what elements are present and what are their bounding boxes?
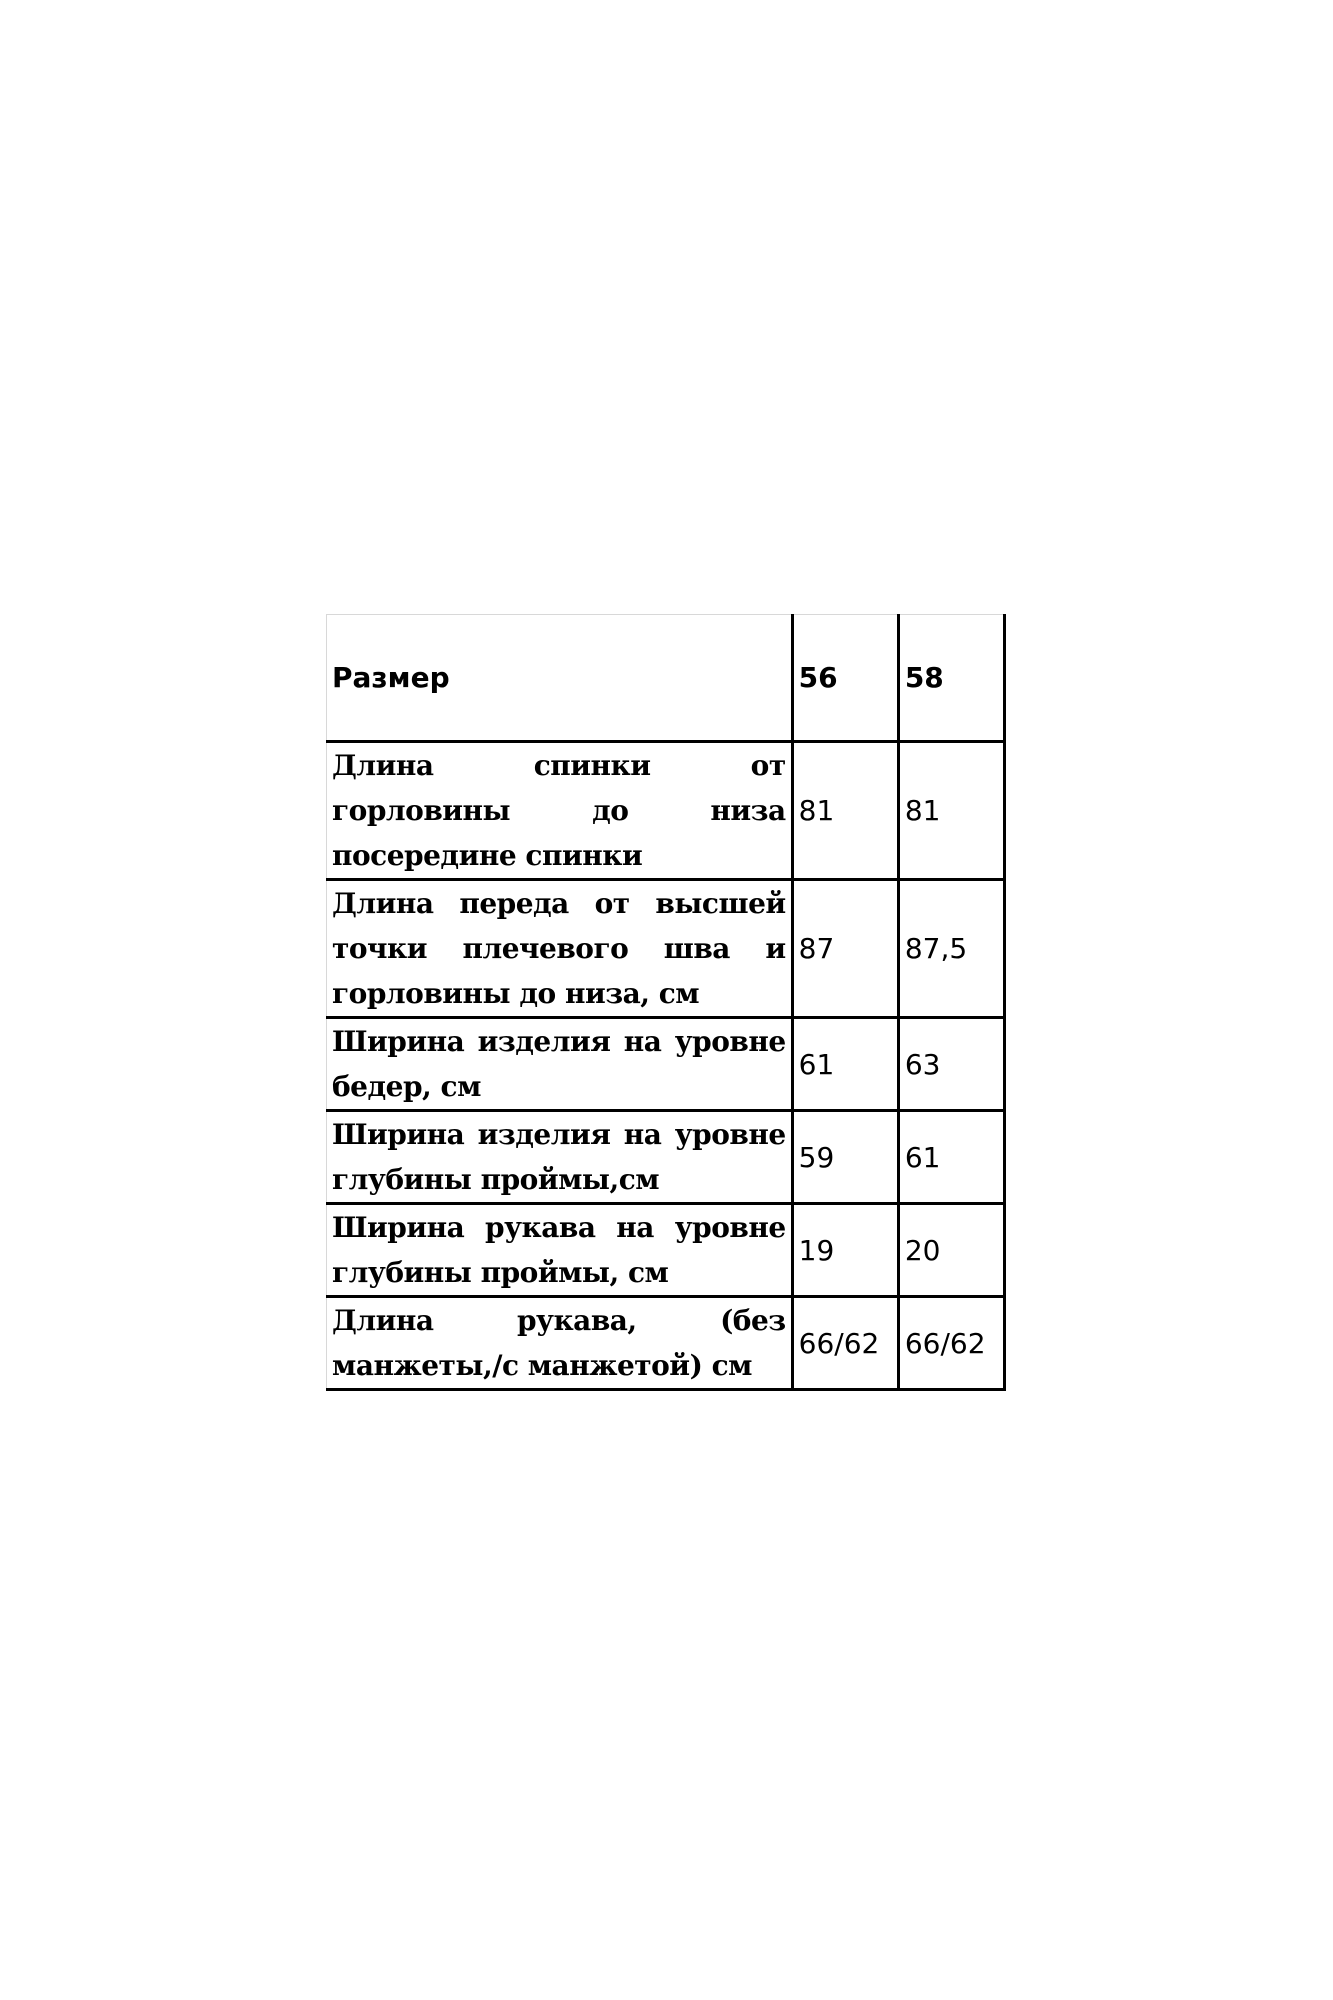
table-row	[327, 742, 1005, 880]
table-row	[327, 1018, 1005, 1111]
row-value-56: 66/62	[792, 1297, 898, 1390]
row-value-58: 87,5	[898, 880, 1004, 1018]
row-value-58: 61	[898, 1111, 1004, 1204]
header-size-label: Размер	[327, 615, 793, 742]
row-value-58: 81	[898, 742, 1004, 880]
row-label: Длина переда от высшей точки плечевого шва и горловины до низа, см	[327, 880, 793, 1018]
row-label: Длина рукава, (без манжеты,/с манжетой) см	[327, 1297, 793, 1390]
size-chart-table	[326, 614, 1006, 1391]
row-value-58: 66/62	[898, 1297, 1004, 1390]
header-size-58: 58	[898, 615, 1004, 742]
row-value-56: 59	[792, 1111, 898, 1204]
table-row	[327, 1204, 1005, 1297]
row-label: Ширина рукава на уровне глубины проймы, см	[327, 1204, 793, 1297]
table-row	[327, 1111, 1005, 1204]
header-size-56: 56	[792, 615, 898, 742]
row-value-56: 87	[792, 880, 898, 1018]
row-value-56: 81	[792, 742, 898, 880]
row-value-58: 63	[898, 1018, 1004, 1111]
table-header-row	[327, 615, 1005, 742]
row-value-56: 19	[792, 1204, 898, 1297]
row-label: Ширина изделия на уровне глубины проймы,см	[327, 1111, 793, 1204]
row-value-56: 61	[792, 1018, 898, 1111]
row-value-58: 20	[898, 1204, 1004, 1297]
table-row	[327, 1297, 1005, 1390]
row-label: Длина спинки от горловины до низа посередине спинки	[327, 742, 793, 880]
table-row	[327, 880, 1005, 1018]
row-label: Ширина изделия на уровне бедер, см	[327, 1018, 793, 1111]
